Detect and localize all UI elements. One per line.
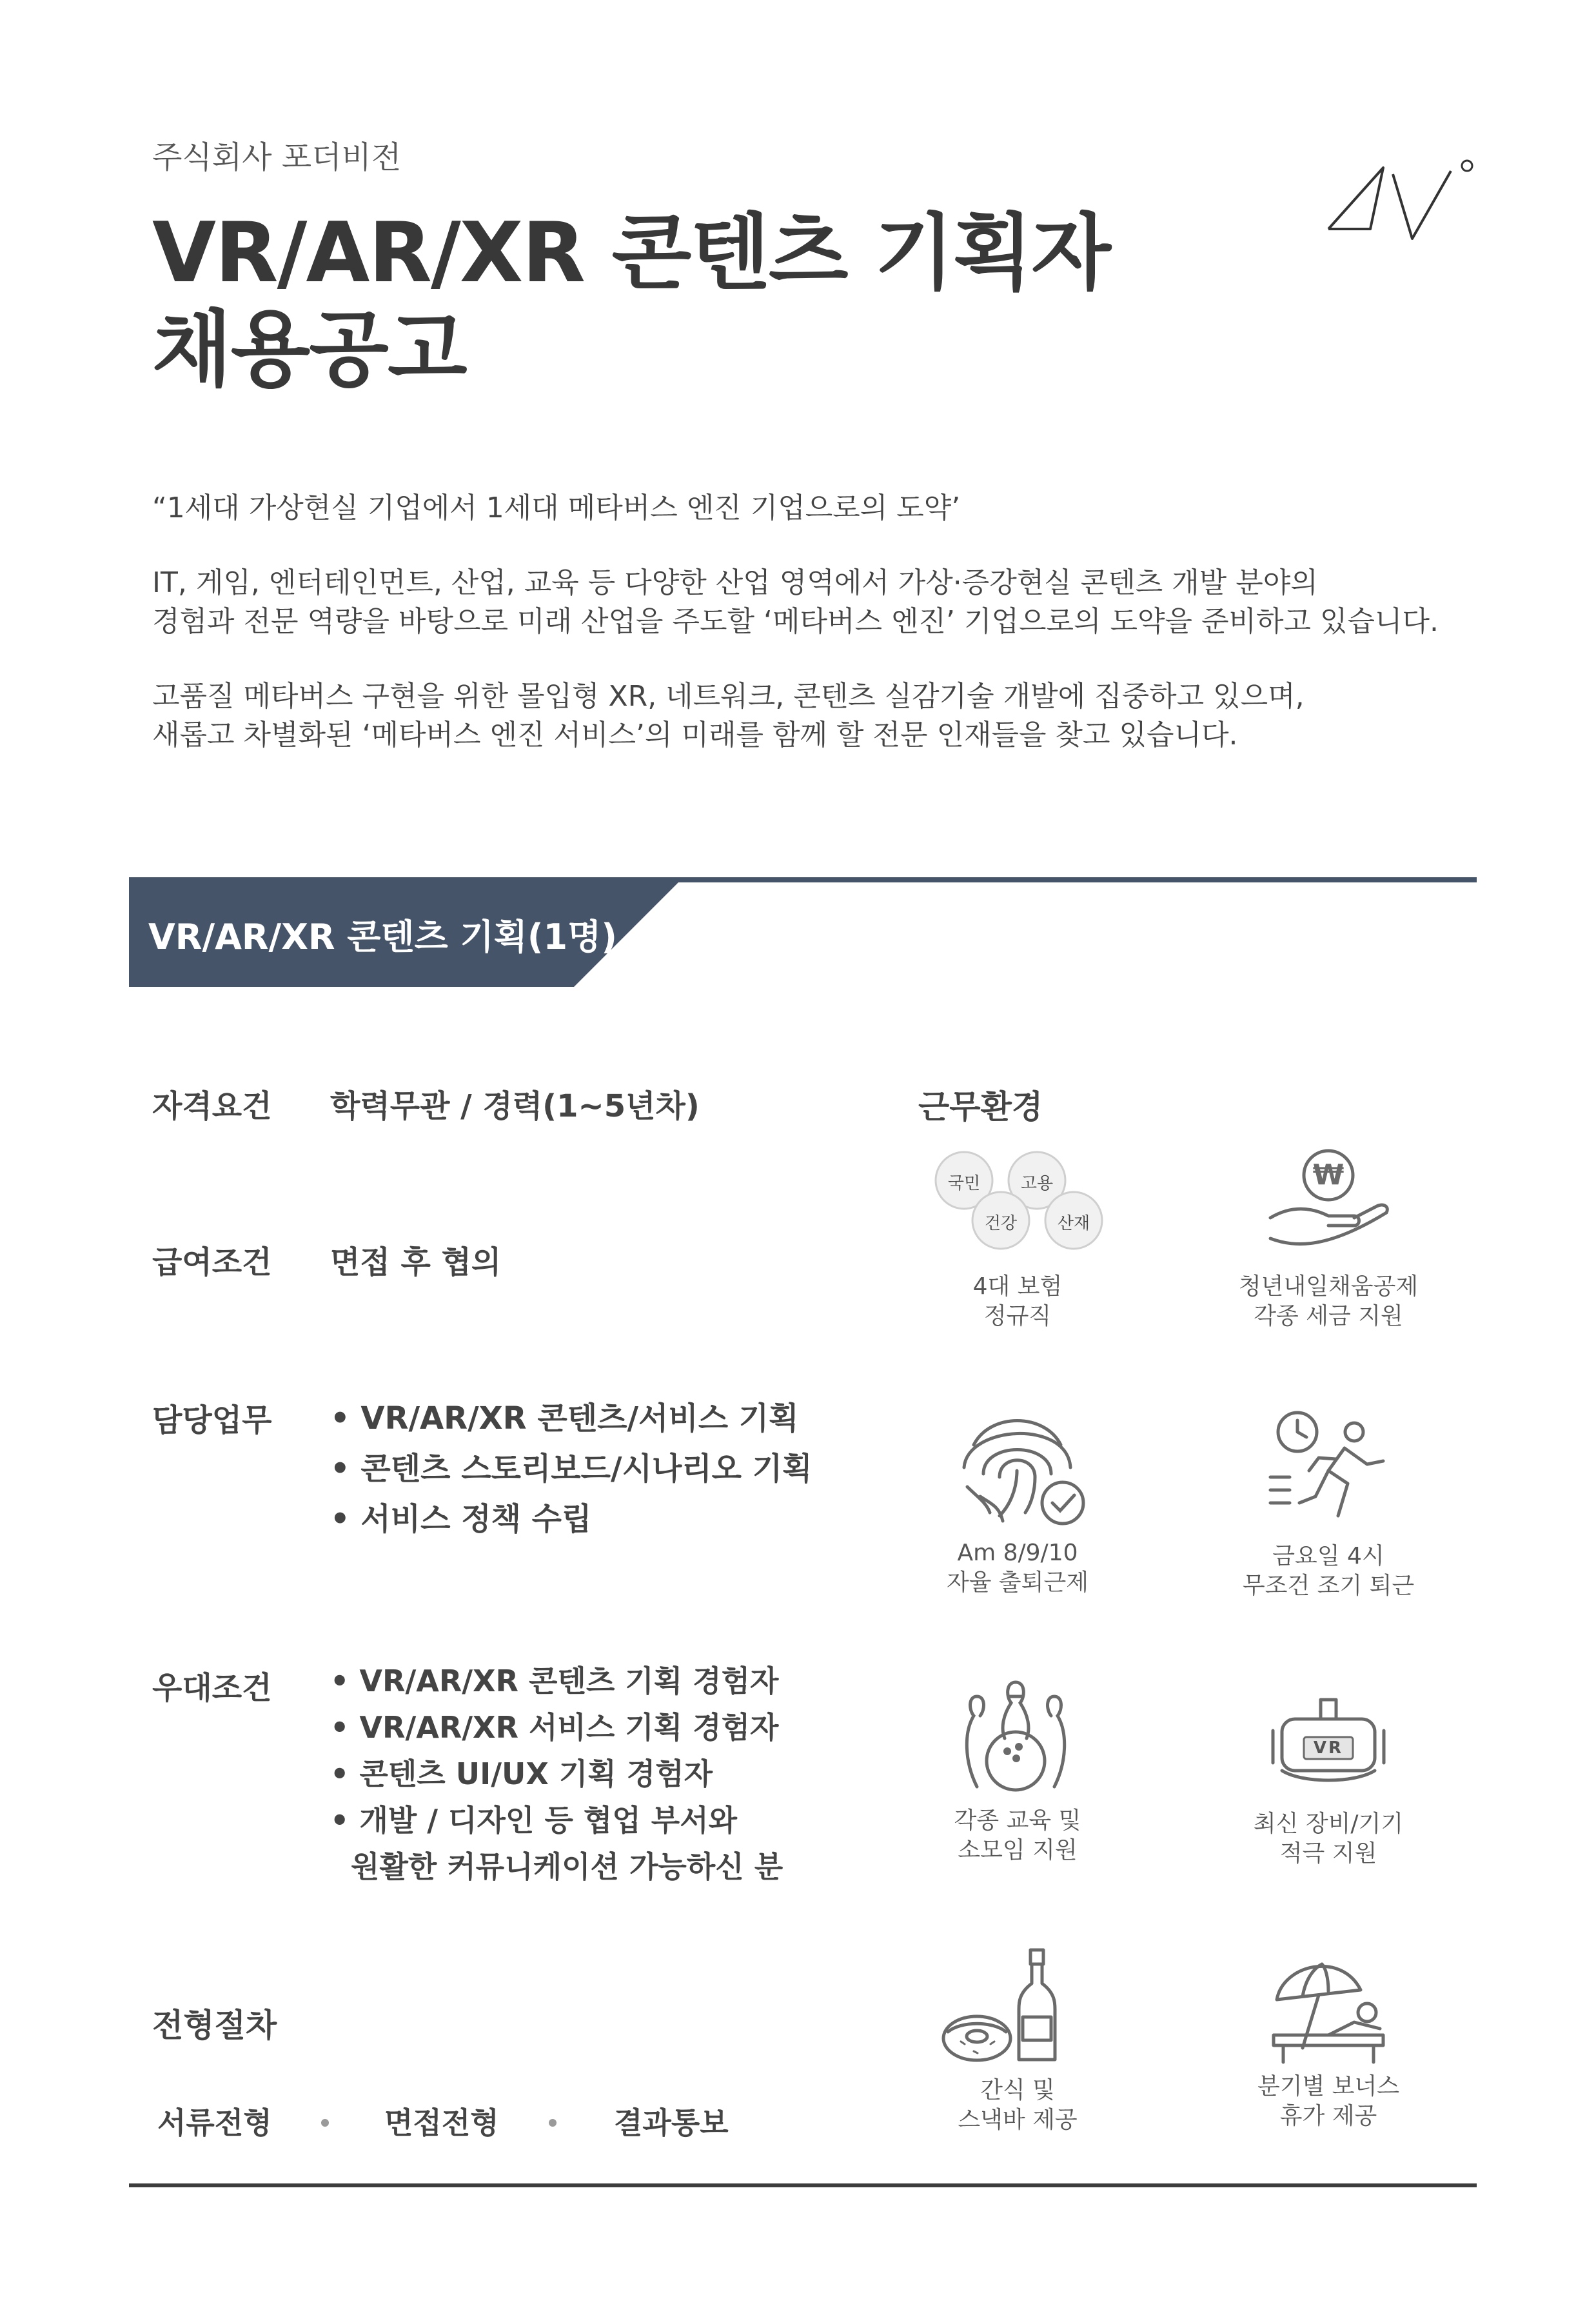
snack-icon bbox=[935, 1945, 1064, 2067]
qualification-value: 학력무관 / 경력(1~5년차) bbox=[330, 1088, 700, 1124]
insurance-icon bbox=[929, 1148, 1109, 1264]
vr-headset-icon bbox=[1264, 1693, 1393, 1790]
benefit-insurance-caption bbox=[882, 1272, 1153, 1331]
process-separator-dot bbox=[321, 2119, 329, 2127]
insurance-bubble-health: 건강 bbox=[984, 1214, 1018, 1233]
process-step-3: 결과통보 bbox=[614, 2105, 729, 2140]
company-name: 주식회사 포더비전 bbox=[152, 139, 402, 175]
salary-value: 면접 후 협의 bbox=[330, 1244, 502, 1280]
intro-p1-line2: 경험과 전문 역량을 바탕으로 미래 산업을 주도할 ‘메타버스 엔진’ 기업으로의 도약을 준비하고 있습니다. bbox=[152, 605, 1439, 638]
benefit-line2: 휴가 제공 bbox=[1279, 2103, 1377, 2129]
process-label: 전형절차 bbox=[152, 2007, 277, 2044]
section-title: VR/AR/XR 콘텐츠 기획(1명) bbox=[148, 917, 617, 957]
benefit-line2: 정규직 bbox=[983, 1303, 1052, 1329]
benefit-line2: 적극 지원 bbox=[1279, 1840, 1377, 1867]
title-line-2: 채용공고 bbox=[152, 302, 466, 398]
benefit-line2: 자율 출퇴근제 bbox=[946, 1569, 1089, 1596]
beach-icon bbox=[1264, 1951, 1393, 2067]
bottom-divider bbox=[129, 2183, 1477, 2187]
duties-label: 담당업무 bbox=[152, 1402, 272, 1438]
page-title bbox=[152, 205, 1110, 399]
insurance-bubble-employment: 고용 bbox=[1020, 1174, 1054, 1193]
intro-p1-line1: IT, 게임, 엔터테인먼트, 산업, 교육 등 다양한 산업 영역에서 가상·증강현실 콘텐츠 개발 분야의 bbox=[152, 566, 1318, 599]
intro-paragraph-1 bbox=[152, 564, 1439, 641]
intro-p2-line2: 새롭고 차별화된 ‘메타버스 엔진 서비스’의 미래를 함께 할 전문 인재들을 찾고 있습니다. bbox=[152, 719, 1238, 751]
benefit-line1: 최신 장비/기기 bbox=[1253, 1811, 1404, 1837]
duty-item: • 서비스 정책 수립 bbox=[330, 1501, 592, 1537]
benefit-vacation-caption bbox=[1193, 2072, 1464, 2131]
fingerprint-icon bbox=[954, 1406, 1090, 1529]
title-line-1: VR/AR/XR 콘텐츠 기획자 bbox=[152, 205, 1110, 301]
benefit-line1: 4대 보험 bbox=[972, 1273, 1063, 1300]
preferred-label: 우대조건 bbox=[152, 1670, 272, 1706]
process-step-1: 서류전형 bbox=[157, 2105, 272, 2140]
company-logo-icon bbox=[1322, 155, 1490, 258]
preferred-item: • 콘텐츠 UI/UX 기획 경험자 bbox=[330, 1756, 713, 1791]
process-separator-dot bbox=[549, 2119, 557, 2127]
benefit-line1: 분기별 보너스 bbox=[1257, 2073, 1400, 2100]
vr-label: VR bbox=[1313, 1738, 1344, 1758]
benefit-line2: 무조건 조기 퇴근 bbox=[1242, 1573, 1415, 1599]
bowling-icon bbox=[954, 1677, 1077, 1793]
insurance-bubble-industrial: 산재 bbox=[1057, 1214, 1090, 1233]
process-step-2: 면접전형 bbox=[384, 2105, 499, 2140]
benefit-line1: 간식 및 bbox=[980, 2077, 1055, 2103]
preferred-item: • VR/AR/XR 콘텐츠 기획 경험자 bbox=[330, 1664, 779, 1698]
preferred-item: • VR/AR/XR 서비스 기획 경험자 bbox=[330, 1710, 779, 1745]
benefit-line2: 스낵바 제공 bbox=[958, 2107, 1078, 2133]
benefit-flex-hours-caption bbox=[882, 1538, 1153, 1598]
preferred-list bbox=[330, 1658, 783, 1890]
insurance-bubble-national: 국민 bbox=[947, 1174, 981, 1193]
benefit-education-caption bbox=[882, 1806, 1153, 1865]
benefit-snack-caption bbox=[882, 2076, 1153, 2135]
benefit-line1: 청년내일채움공제 bbox=[1238, 1273, 1419, 1300]
benefit-line1: Am 8/9/10 bbox=[957, 1540, 1078, 1566]
duty-item: • VR/AR/XR 콘텐츠/서비스 기획 bbox=[330, 1400, 799, 1436]
duties-list bbox=[330, 1393, 813, 1544]
intro-quote: “1세대 가상현실 기업에서 1세대 메타버스 엔진 기업으로의 도약’ bbox=[152, 492, 961, 524]
intro-p2-line1: 고품질 메타버스 구현을 위한 몰입형 XR, 네트워크, 콘텐츠 실감기술 개발에 집중하고 있으며, bbox=[152, 680, 1305, 713]
preferred-item: • 개발 / 디자인 등 협업 부서와 bbox=[330, 1803, 738, 1838]
benefit-line2: 소모임 지원 bbox=[958, 1837, 1078, 1864]
benefit-tax-caption bbox=[1193, 1272, 1464, 1331]
money-hand-icon bbox=[1264, 1142, 1393, 1258]
benefit-line2: 각종 세금 지원 bbox=[1254, 1303, 1403, 1329]
qualification-label: 자격요건 bbox=[152, 1088, 272, 1124]
clock-runner-icon bbox=[1264, 1406, 1393, 1529]
benefit-line1: 각종 교육 및 bbox=[954, 1807, 1081, 1834]
benefit-line1: 금요일 4시 bbox=[1272, 1543, 1384, 1569]
benefit-early-leave-caption bbox=[1193, 1542, 1464, 1601]
salary-label: 급여조건 bbox=[152, 1244, 272, 1280]
intro-paragraph-2 bbox=[152, 677, 1305, 755]
preferred-item: 원활한 커뮤니케이션 가능하신 분 bbox=[330, 1849, 783, 1884]
environment-title: 근무환경 bbox=[918, 1088, 1043, 1126]
won-symbol: ₩ bbox=[1312, 1158, 1345, 1191]
duty-item: • 콘텐츠 스토리보드/시나리오 기획 bbox=[330, 1451, 813, 1487]
benefit-equipment-caption bbox=[1193, 1809, 1464, 1869]
